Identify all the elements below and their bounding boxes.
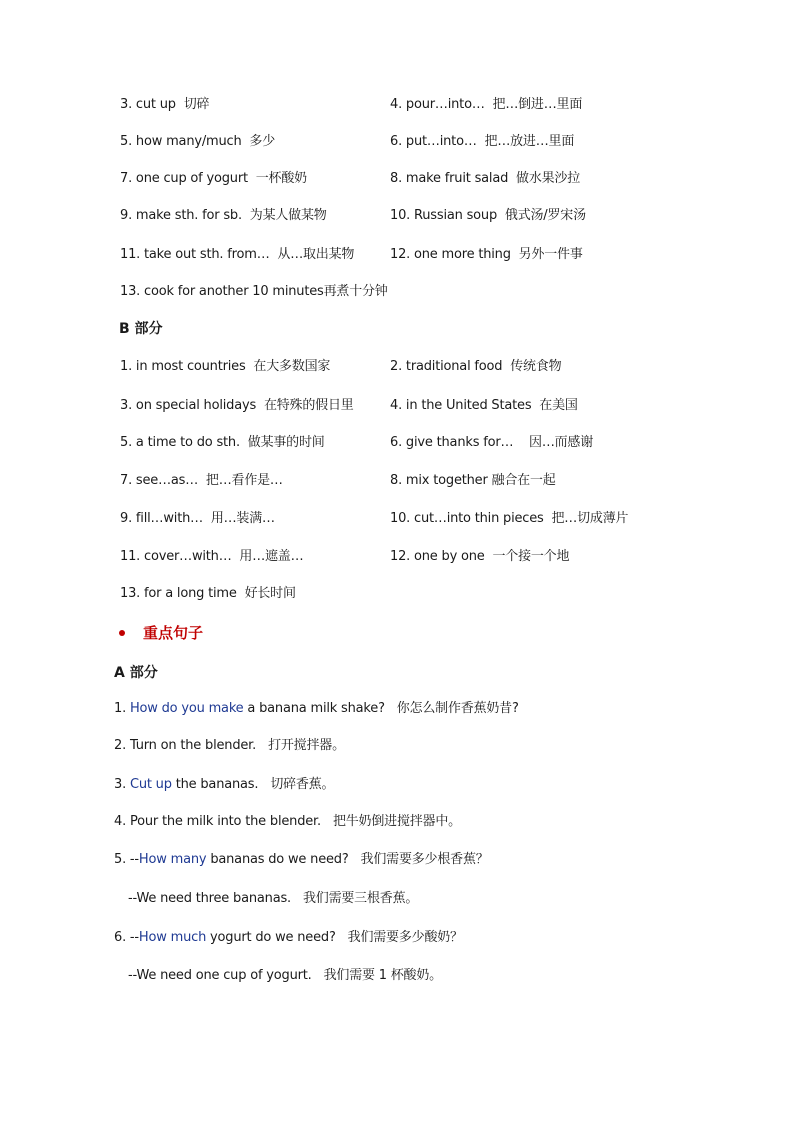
phrase-b-6: 6. give thanks for… 因…而感谢 (390, 435, 594, 450)
phrase-b-13: 13. for a long time 好长时间 (120, 586, 296, 601)
phrase-a-9: 9. make sth. for sb. 为某人做某物 (120, 208, 327, 223)
phrase-b-4: 4. in the United States 在美国 (390, 398, 578, 413)
sentence-5-question: 5. --How many bananas do we need? 我们需要多少根香蕉？ (114, 852, 489, 867)
sentence-4: 4. Pour the milk into the blender. 把牛奶倒进搅拌器中。 (114, 814, 461, 829)
phrase-a-6: 6. put…into… 把…放进…里面 (390, 134, 575, 149)
sentence-1: 1. How do you make a banana milk shake? 你怎么制作香蕉奶昔? (114, 701, 519, 716)
phrase-b-8: 8. mix together 融合在一起 (390, 473, 556, 488)
phrase-b-2: 2. traditional food 传统食物 (390, 359, 562, 374)
phrase-a-13: 13. cook for another 10 minutes再煮十分钟 (120, 284, 388, 299)
phrase-a-3: 3. cut up 切碎 (120, 97, 210, 112)
key-sentences-title: 重点句子 (119, 623, 203, 643)
sentence-3: 3. Cut up the bananas. 切碎香蕉。 (114, 777, 335, 792)
sentence-2: 2. Turn on the blender. 打开搅拌器。 (114, 738, 345, 753)
phrase-a-4: 4. pour…into… 把…倒进…里面 (390, 97, 583, 112)
phrase-b-11: 11. cover…with… 用…遮盖… (120, 549, 304, 564)
section-a-heading: A 部分 (114, 665, 158, 681)
bullet-icon (119, 630, 125, 636)
phrase-a-10: 10. Russian soup 俄式汤/罗宋汤 (390, 208, 586, 223)
phrase-a-8: 8. make fruit salad 做水果沙拉 (390, 171, 581, 186)
sentence-6-answer: --We need one cup of yogurt. 我们需要 1 杯酸奶。 (128, 968, 442, 983)
phrase-b-5: 5. a time to do sth. 做某事的时间 (120, 435, 325, 450)
section-b-heading: B 部分 (119, 321, 163, 337)
sentence-6-question: 6. --How much yogurt do we need? 我们需要多少酸奶？ (114, 930, 463, 945)
sentence-5-answer: --We need three bananas. 我们需要三根香蕉。 (128, 891, 419, 906)
phrase-b-3: 3. on special holidays 在特殊的假日里 (120, 398, 354, 413)
phrase-b-10: 10. cut…into thin pieces 把…切成薄片 (390, 511, 629, 526)
phrase-a-11: 11. take out sth. from… 从…取出某物 (120, 247, 355, 262)
phrase-a-7: 7. one cup of yogurt 一杯酸奶 (120, 171, 307, 186)
phrase-b-7: 7. see…as… 把…看作是… (120, 473, 283, 488)
phrase-a-5: 5. how many/much 多少 (120, 134, 276, 149)
phrase-b-9: 9. fill…with… 用…装满… (120, 511, 275, 526)
phrase-b-12: 12. one by one 一个接一个地 (390, 549, 570, 564)
phrase-a-12: 12. one more thing 另外一件事 (390, 247, 583, 262)
phrase-b-1: 1. in most countries 在大多数国家 (120, 359, 331, 374)
